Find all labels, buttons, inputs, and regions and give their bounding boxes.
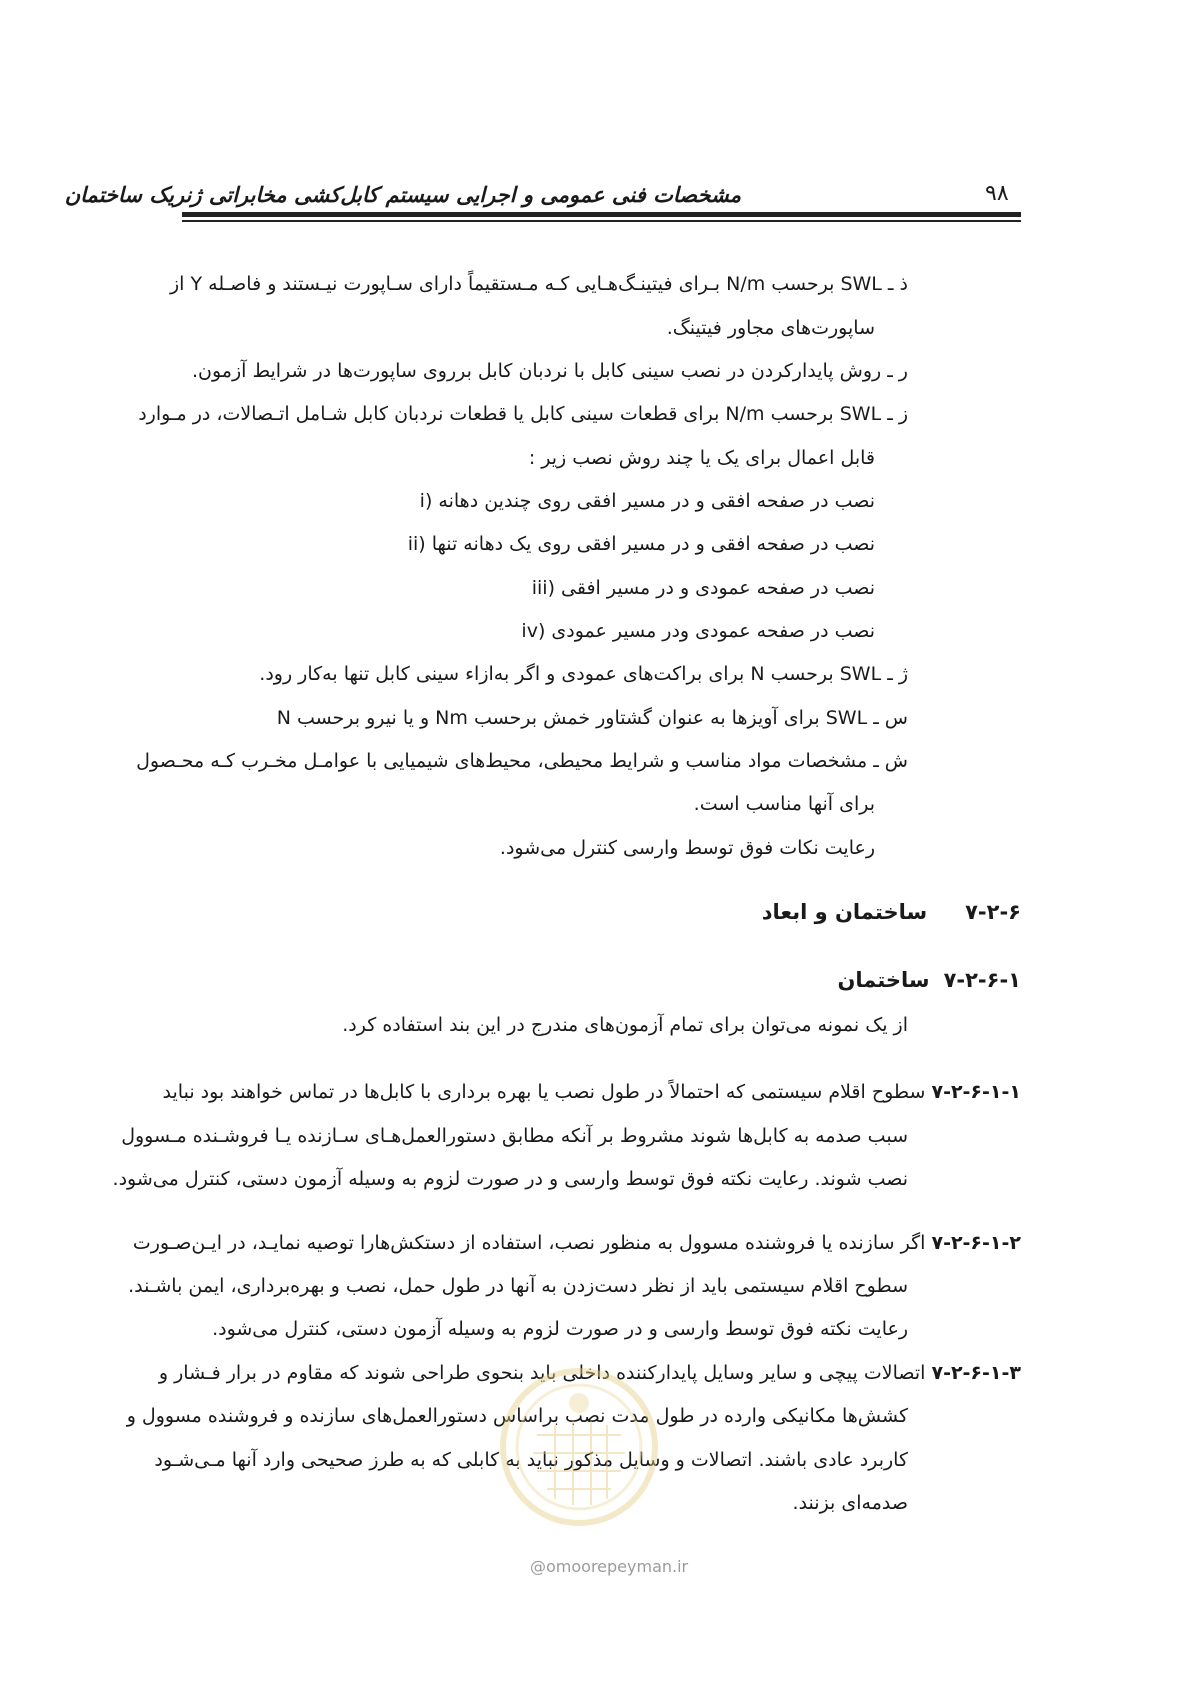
list-item-zhe: ژ ـ SWL برحسب N برای براکت‌های عمودی و اگر به‌ازاء سینی کابل تنها به‌کار رود. xyxy=(259,663,908,685)
subsection-title: ساختمان xyxy=(837,968,930,992)
subsection-heading xyxy=(837,967,1021,993)
list-item-ze: ز ـ SWL برحسب N/m برای قطعات سینی کابل یا قطعات نردبان کابل شـامل اتـصالات، در مـوارد xyxy=(138,403,908,425)
header-rule-thin xyxy=(182,220,1021,222)
clause-3-line-3: کاربرد عادی باشند. اتصالات و وسایل مذکور نباید به کابلی که به طرز صحیحی وارد آنها مـی‌شـود xyxy=(154,1449,908,1471)
section-heading xyxy=(762,899,1021,925)
clause-1-number: ۷-۲-۶-۱-۱ xyxy=(931,1081,1021,1103)
list-item-shin-cont: برای آنها مناسب است. xyxy=(693,793,875,815)
running-header-title: مشخصات فنی عمومی و اجرایی سیستم کابل‌کشی مخابراتی ژنریک ساختمان xyxy=(64,183,741,207)
clause-1-line-3: نصب شوند. رعایت نکته فوق توسط وارسی و در صورت لزوم به وسیله آزمون دستی، کنترل می‌شود. xyxy=(112,1168,908,1190)
section-number: ۷-۲-۶ xyxy=(965,900,1021,924)
clause-2-line-1: ۷-۲-۶-۱-۲ اگر سازنده یا فروشنده مسوول به منظور نصب، استفاده از دستکش‌هارا توصیه نمایـد، در ایـن‌صـورت xyxy=(132,1232,1021,1254)
control-note: رعایت نکات فوق توسط وارسی کنترل می‌شود. xyxy=(499,837,875,859)
list-item-shin: ش ـ مشخصات مواد مناسب و شرایط محیطی، محیط‌های شیمیایی با عوامـل مخـرب کـه محـصول xyxy=(136,750,908,772)
clause-2-line-3: رعایت نکته فوق توسط وارسی و در صورت لزوم به وسیله آزمون دستی، کنترل می‌شود. xyxy=(212,1318,908,1340)
clause-3-number: ۷-۲-۶-۱-۳ xyxy=(931,1362,1021,1384)
sub-item-i: i) نصب در صفحه افقی و در مسیر افقی روی چندین دهانه xyxy=(419,490,875,512)
list-item-ze-cont: قابل اعمال برای یک یا چند روش نصب زیر : xyxy=(528,447,875,469)
sub-item-iv: iv) نصب در صفحه عمودی ودر مسیر عمودی xyxy=(521,620,875,642)
clause-2-number: ۷-۲-۶-۱-۲ xyxy=(931,1232,1021,1254)
watermark-logo xyxy=(497,1365,661,1529)
clause-3-line-2: کشش‌ها مکانیکی وارده در طول مدت نصب براساس دستورالعمل‌های سازنده و فروشنده مسوول و xyxy=(126,1405,908,1427)
list-item-zal-cont: ساپورت‌های مجاور فیتینگ. xyxy=(666,317,875,339)
subsection-number: ۷-۲-۶-۱ xyxy=(943,968,1021,992)
clause-1-line-1: ۷-۲-۶-۱-۱ سطوح اقلام سیستمی که احتمالاً در طول نصب یا بهره برداری با کابل‌ها در تماس خواهند بود نباید xyxy=(162,1081,1021,1103)
list-item-re: ر ـ روش پایدارکردن در نصب سینی کابل با نردبان کابل برروی ساپورت‌ها در شرایط آزمون. xyxy=(191,360,908,382)
watermark-text: @omoorepeyman.ir xyxy=(530,1557,689,1576)
clause-3-line-1: ۷-۲-۶-۱-۳ اتصالات پیچی و سایر وسایل پایدارکننده داخلی باید بنحوی طراحی شوند که مقاوم در برار فـشار و xyxy=(158,1362,1021,1384)
sub-item-ii: ii) نصب در صفحه افقی و در مسیر افقی روی یک دهانه تنها xyxy=(407,533,875,555)
list-item-sin: س ـ SWL برای آویزها به عنوان گشتاور خمش برحسب Nm و یا نیرو برحسب N xyxy=(276,707,908,729)
section-title: ساختمان و ابعاد xyxy=(761,900,928,924)
clause-3-line-4: صدمه‌ای بزنند. xyxy=(792,1492,908,1514)
subsection-text: از یک نمونه می‌توان برای تمام آزمون‌های مندرج در این بند استفاده کرد. xyxy=(342,1014,908,1036)
page-number: ۹۸ xyxy=(985,181,1009,206)
clause-1-line-2: سبب صدمه به کابل‌ها شوند مشروط بر آنکه مطابق دستورالعمل‌هـای سـازنده یـا فروشـنده مـسوول xyxy=(121,1125,908,1147)
header-rule-thick xyxy=(182,212,1021,217)
clause-2-line-2: سطوح اقلام سیستمی باید از نظر دست‌زدن به آنها در طول حمل، نصب و بهره‌برداری، ایمن باشـند. xyxy=(128,1275,908,1297)
sub-item-iii: iii) نصب در صفحه عمودی و در مسیر افقی xyxy=(531,577,875,599)
list-item-zal: ذ ـ SWL برحسب N/m بـرای فیتینـگ‌هـایی کـه مـستقیماً دارای سـاپورت نیـستند و فاصـله Y از xyxy=(169,273,908,295)
